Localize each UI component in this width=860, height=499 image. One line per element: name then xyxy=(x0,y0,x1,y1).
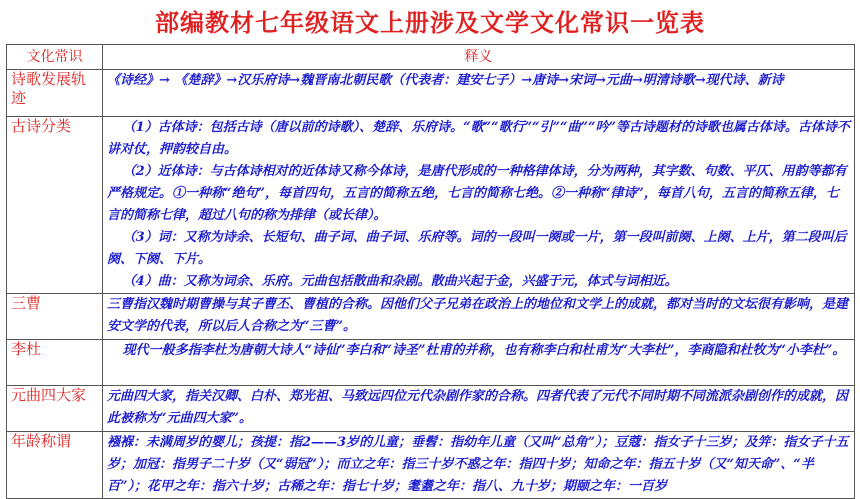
table-row xyxy=(7,432,855,499)
row-definition xyxy=(103,386,855,432)
knowledge-table xyxy=(6,44,855,499)
definition-line: 三曹指汉魏时期曹操与其子曹丕、曹植的合称。因他们父子兄弟在政治上的地位和文学上的成就，都对当时的文坛很有影响，是建安文学的代表，所以后人合称之为“三曹”。 xyxy=(107,297,849,334)
row-definition xyxy=(103,70,855,117)
row-definition xyxy=(103,294,855,340)
column-header-definition: 释义 xyxy=(103,45,855,70)
row-category: 元曲四大家 xyxy=(7,386,103,432)
row-category: 年龄称谓 xyxy=(7,432,103,499)
definition-line: 《诗经》→ 《楚辞》→汉乐府诗→魏晋南北朝民歌（代表者：建安七子）→唐诗→宋词→元曲→明清诗歌→现代诗、新诗 xyxy=(107,73,784,88)
definition-line: （2）近体诗：与古体诗相对的近体诗又称今体诗，是唐代形成的一种格律体诗，分为两种，其字数、句数、平仄、用韵等都有严格规定。①一种称“绝句”，每首四句，五言的简称五绝，七言的简称七绝。②一种称“律诗”，每首八句，五言的简称五律，七言的简称七律，超过八句的称为排律（或长律）。 xyxy=(107,164,847,223)
page-title: 部编教材七年级语文上册涉及文学文化常识一览表 xyxy=(155,9,705,37)
definition-line: 襁褓：未满周岁的婴儿；孩提：指2——3岁的儿童；垂髫：指幼年儿童（又叫“总角”）；豆蔻：指女子十三岁；及笄：指女子十五岁；加冠：指男子二十岁（又“弱冠”）；而立之年：指三十岁不惑之年：指四十岁；知命之年：指五十岁（又“知天命”、“半百”）；花甲之年：指六十岁；古稀之年：指七十岁；耄耋之年：指八、九十岁；期颐之年：一百岁 xyxy=(107,435,849,494)
column-header-category: 文化常识 xyxy=(7,45,103,70)
table-row xyxy=(7,294,855,340)
table-row xyxy=(7,340,855,386)
definition-line: （3）词：又称为诗余、长短句、曲子词、曲子词、乐府等。词的一段叫一阕或一片，第一段叫前阕、上阕、上片，第二段叫后阕、下阕、下片。 xyxy=(107,230,847,267)
row-category: 古诗分类 xyxy=(7,117,103,294)
table-header-row xyxy=(7,45,855,70)
row-definition xyxy=(103,340,855,386)
row-category: 李杜 xyxy=(7,340,103,386)
table-row xyxy=(7,386,855,432)
table-row xyxy=(7,70,855,117)
row-definition xyxy=(103,117,855,294)
definition-line: （1）古体诗：包括古诗（唐以前的诗歌）、楚辞、乐府诗。“歌”“歌行”“引”“曲”“吟”等古诗题材的诗歌也属古体诗。古体诗不讲对仗，押韵较自由。 xyxy=(107,120,850,157)
definition-line: 现代一般多指李杜为唐朝大诗人“诗仙”李白和“诗圣”杜甫的并称，也有称李白和杜甫为“大李杜”，李商隐和杜牧为“小李杜”。 xyxy=(122,343,846,358)
table-row xyxy=(7,117,855,294)
definition-line: （4）曲：又称为词余、乐府。元曲包括散曲和杂剧。散曲兴起于金，兴盛于元，体式与词相近。 xyxy=(122,274,678,289)
definition-line: 元曲四大家，指关汉卿、白朴、郑光祖、马致远四位元代杂剧作家的合称。四者代表了元代不同时期不同流派杂剧创作的成就，因此被称为“元曲四大家”。 xyxy=(107,389,849,426)
row-definition xyxy=(103,432,855,499)
row-category: 诗歌发展轨迹 xyxy=(7,70,103,117)
row-category: 三曹 xyxy=(7,294,103,340)
